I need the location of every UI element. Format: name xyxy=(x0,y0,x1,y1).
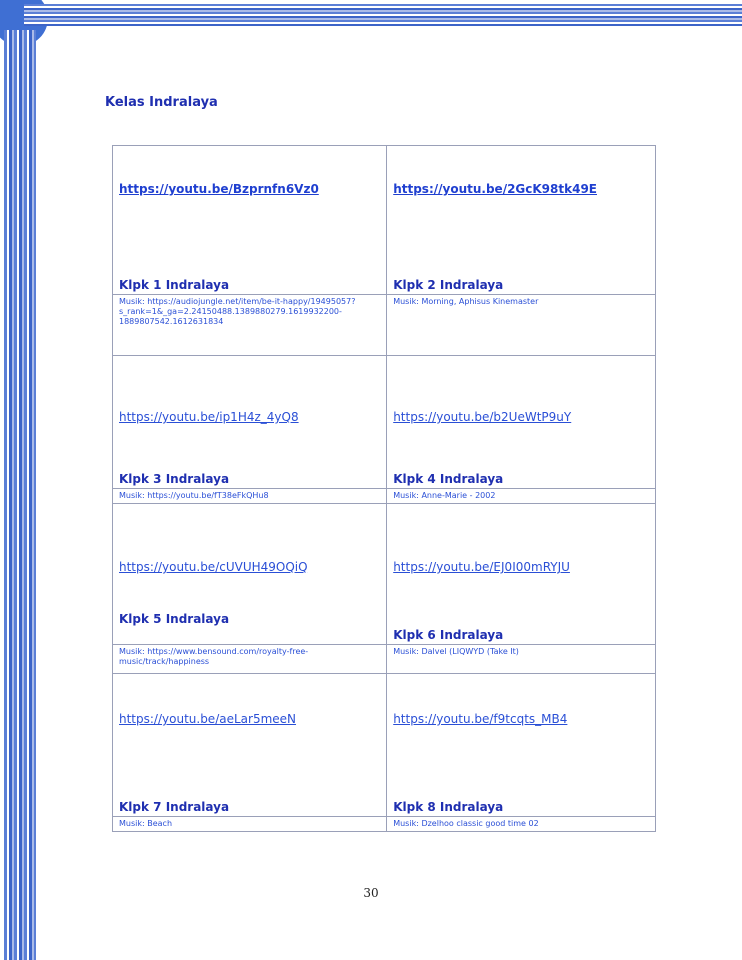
group-label: Klpk 7 Indralaya xyxy=(119,800,230,814)
table-row xyxy=(113,146,656,295)
table-row xyxy=(113,674,656,817)
group-label: Klpk 2 Indralaya xyxy=(393,278,504,292)
group-label: Klpk 3 Indralaya xyxy=(119,472,230,486)
video-link[interactable]: https://youtu.be/f9tcqts_MB4 xyxy=(393,712,568,726)
video-link[interactable]: https://youtu.be/cUVUH49OQiQ xyxy=(119,560,308,574)
table-row xyxy=(113,817,656,832)
section-title: Kelas Indralaya xyxy=(105,95,218,110)
clip-cell xyxy=(387,504,656,645)
video-link[interactable]: https://youtu.be/aeLar5meeN xyxy=(119,712,297,726)
clip-cell xyxy=(113,146,387,295)
clip-cell xyxy=(113,674,387,817)
page-number: 30 xyxy=(363,886,379,900)
group-label: Klpk 5 Indralaya xyxy=(119,612,230,626)
music-credit[interactable]: Musik: https://youtu.be/fT38eFkQHu8 xyxy=(113,489,387,504)
clip-cell xyxy=(387,146,656,295)
music-credit[interactable]: Musik: https://audiojungle.net/item/be-it-happy/19495057?s_rank=1&_ga=2.24150488.1389880279.1619932200-1889807542.1612631834 xyxy=(113,295,387,356)
video-link[interactable]: https://youtu.be/2GcK98tk49E xyxy=(393,182,597,196)
clip-cell xyxy=(387,356,656,489)
music-credit: Musik: Morning, Aphisus Kinemaster xyxy=(387,295,656,356)
table-row xyxy=(113,356,656,489)
group-label: Klpk 1 Indralaya xyxy=(119,278,230,292)
music-credit: Musik: Anne-Marie - 2002 xyxy=(387,489,656,504)
table-row xyxy=(113,645,656,674)
music-credit[interactable]: Musik: https://www.bensound.com/royalty-free-music/track/happiness xyxy=(113,645,387,674)
music-credit: Musik: Dalvel (LIQWYD (Take It) xyxy=(387,645,656,674)
table-row xyxy=(113,504,656,645)
music-credit: Musik: Beach xyxy=(113,817,387,832)
group-label: Klpk 4 Indralaya xyxy=(393,472,504,486)
group-label: Klpk 8 Indralaya xyxy=(393,800,504,814)
clip-cell xyxy=(113,504,387,645)
music-credit: Musik: Dzelhoo classic good time 02 xyxy=(387,817,656,832)
video-link[interactable]: https://youtu.be/Bzprnfn6Vz0 xyxy=(119,182,319,196)
video-link[interactable]: https://youtu.be/EJ0I00mRYJU xyxy=(393,560,570,574)
clip-cell xyxy=(113,356,387,489)
decorative-top-border xyxy=(24,4,742,26)
video-link[interactable]: https://youtu.be/b2UeWtP9uY xyxy=(393,410,572,424)
clips-table xyxy=(112,145,656,832)
group-label: Klpk 6 Indralaya xyxy=(393,628,504,642)
decorative-left-border xyxy=(4,30,36,960)
clip-cell xyxy=(387,674,656,817)
video-link[interactable]: https://youtu.be/ip1H4z_4yQ8 xyxy=(119,410,299,424)
table-row xyxy=(113,295,656,356)
table-row xyxy=(113,489,656,504)
